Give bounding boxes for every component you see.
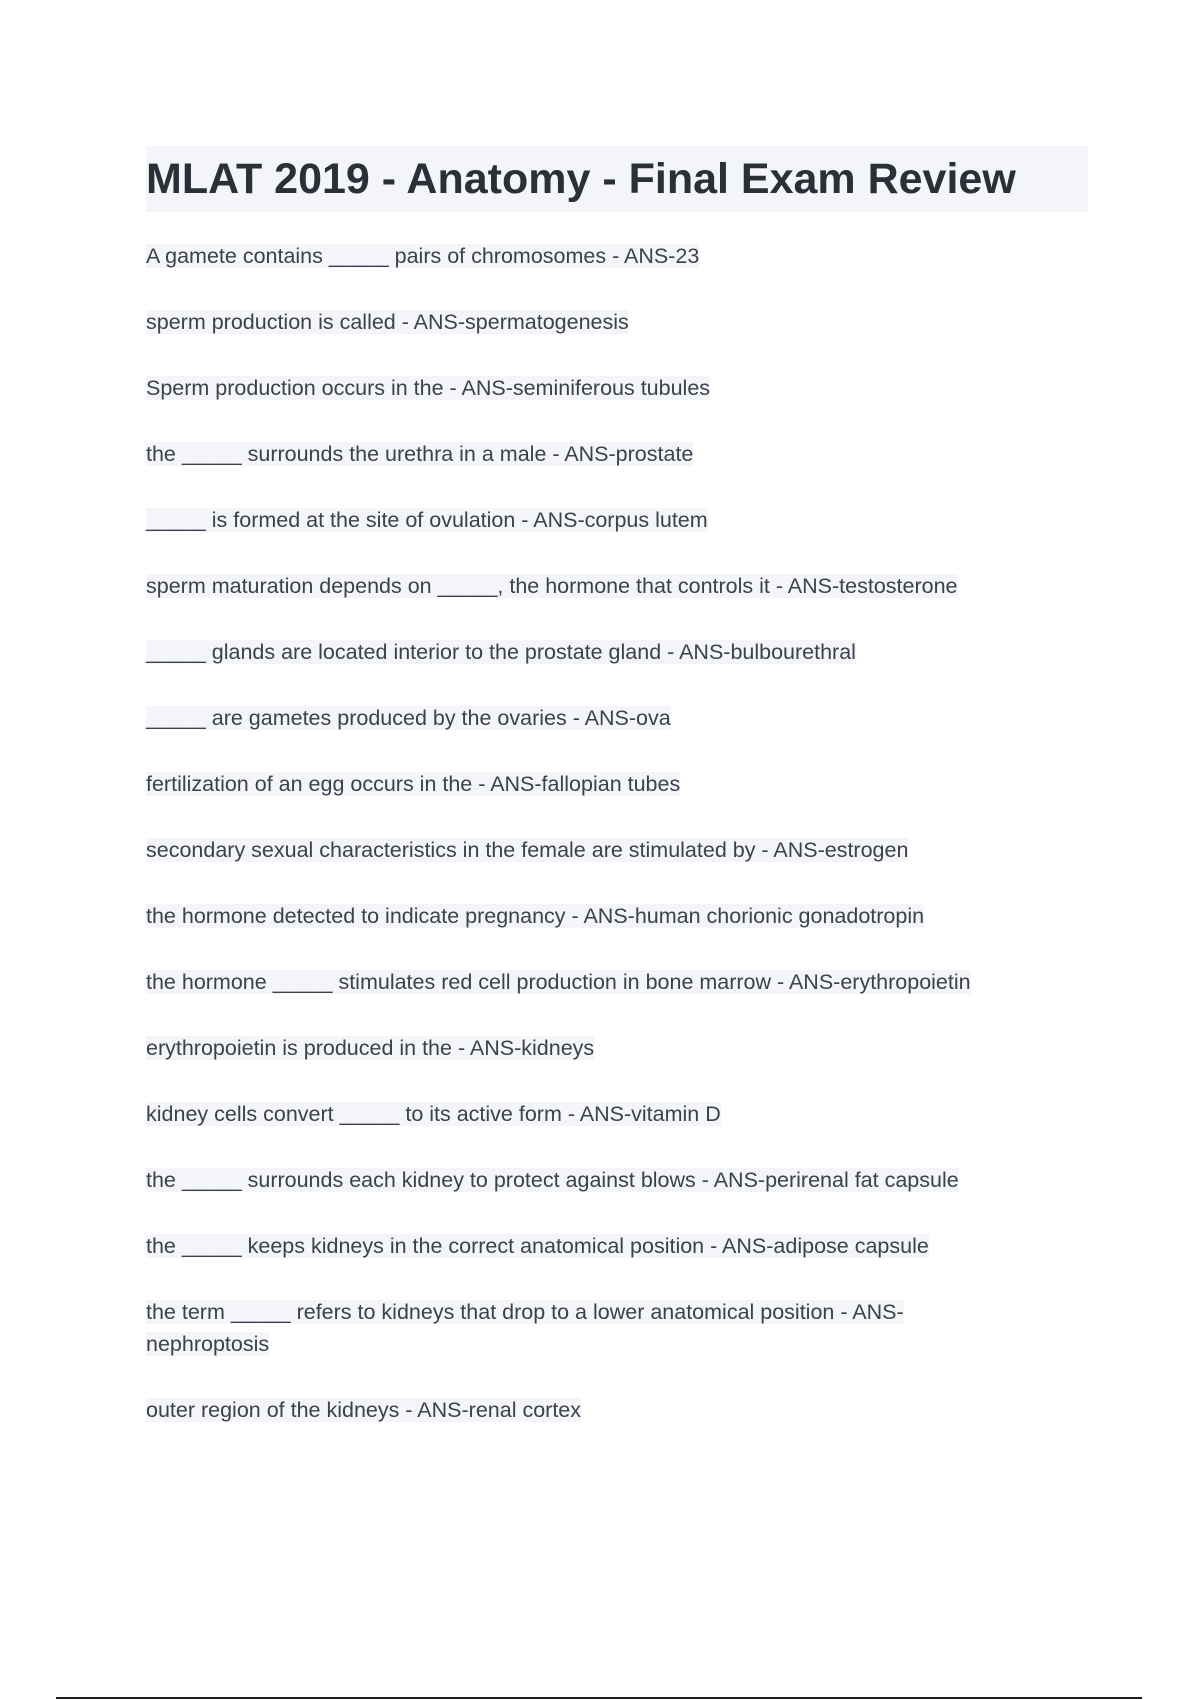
qa-text: _____ glands are located interior to the prostate gland - ANS-bulbourethral (146, 640, 856, 664)
qa-item-12 (146, 966, 1086, 998)
qa-item-4 (146, 438, 1086, 470)
qa-text: Sperm production occurs in the - ANS-seminiferous tubules (146, 376, 711, 400)
qa-text: the hormone _____ stimulates red cell production in bone marrow - ANS-erythropoietin (146, 970, 971, 994)
qa-text: _____ is formed at the site of ovulation - ANS-corpus lutem (146, 508, 708, 532)
qa-item-10 (146, 834, 1086, 866)
qa-text: A gamete contains _____ pairs of chromosomes - ANS-23 (146, 244, 700, 268)
qa-item-1 (146, 240, 1086, 272)
question-answer-list (146, 240, 1086, 1460)
footer-rule (56, 1697, 1142, 1699)
qa-item-5 (146, 504, 1086, 536)
qa-text: the term _____ refers to kidneys that drop to a lower anatomical position - ANS-nephroptosis (146, 1300, 904, 1356)
qa-text: sperm production is called - ANS-spermatogenesis (146, 310, 629, 334)
page-title: MLAT 2019 - Anatomy - Final Exam Review (146, 155, 1016, 203)
qa-text: erythropoietin is produced in the - ANS-kidneys (146, 1036, 595, 1060)
qa-item-18 (146, 1394, 1086, 1426)
qa-item-15 (146, 1164, 1086, 1196)
qa-text: outer region of the kidneys - ANS-renal cortex (146, 1398, 581, 1422)
qa-item-7 (146, 636, 1086, 668)
qa-item-14 (146, 1098, 1086, 1130)
qa-item-17 (146, 1296, 926, 1360)
qa-text: _____ are gametes produced by the ovaries - ANS-ova (146, 706, 671, 730)
qa-item-8 (146, 702, 1086, 734)
title-highlight (146, 146, 1088, 212)
qa-text: the hormone detected to indicate pregnancy - ANS-human chorionic gonadotropin (146, 904, 925, 928)
qa-item-9 (146, 768, 1086, 800)
qa-item-6 (146, 570, 1086, 602)
qa-text: fertilization of an egg occurs in the - ANS-fallopian tubes (146, 772, 681, 796)
qa-text: secondary sexual characteristics in the female are stimulated by - ANS-estrogen (146, 838, 909, 862)
qa-item-2 (146, 306, 1086, 338)
qa-text: the _____ keeps kidneys in the correct anatomical position - ANS-adipose capsule (146, 1234, 929, 1258)
qa-item-3 (146, 372, 1086, 404)
qa-text: the _____ surrounds the urethra in a male - ANS-prostate (146, 442, 694, 466)
qa-text: sperm maturation depends on _____, the hormone that controls it - ANS-testosterone (146, 574, 958, 598)
qa-item-11 (146, 900, 1086, 932)
qa-item-16 (146, 1230, 1086, 1262)
qa-item-13 (146, 1032, 1086, 1064)
qa-text: kidney cells convert _____ to its active form - ANS-vitamin D (146, 1102, 721, 1126)
qa-text: the _____ surrounds each kidney to protect against blows - ANS-perirenal fat capsule (146, 1168, 959, 1192)
